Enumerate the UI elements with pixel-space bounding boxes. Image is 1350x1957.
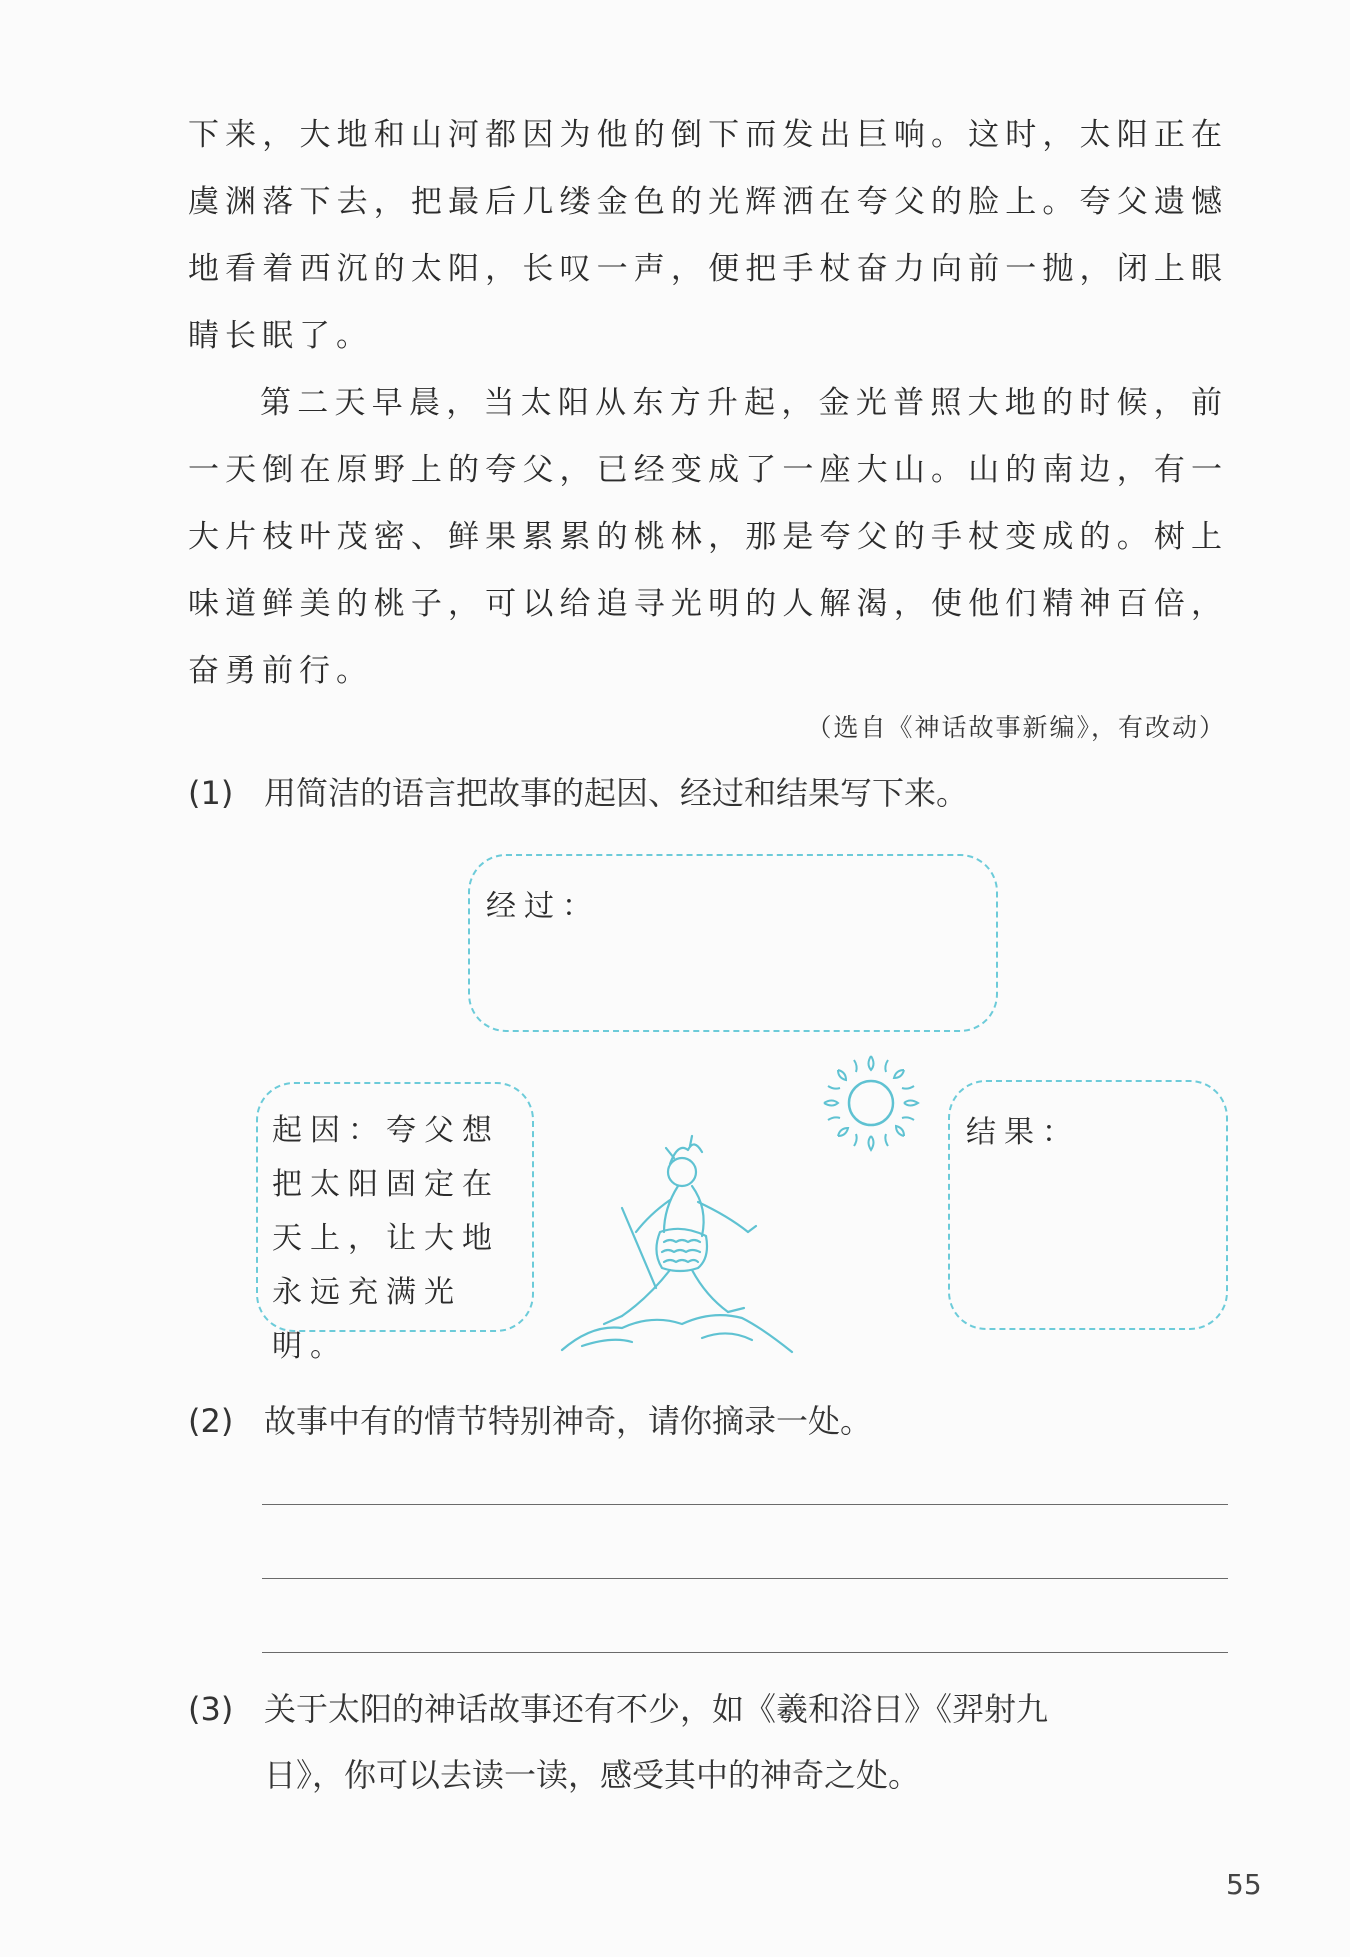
passage-paragraph-2: 第二天早晨，当太阳从东方升起，金光普照大地的时候，前一天倒在原野上的夸父，已经变成了一座大山。山的南边，有一大片枝叶茂密、鲜果累累的桃林，那是夸父的手杖变成的。树上味道鲜美的桃子，可以给追寻光明的人解渴，使他们精神百倍，奋勇前行。 [188,385,1228,689]
process-label: 经过： [486,889,600,924]
passage-paragraph-1: 下来，大地和山河都因为他的倒下而发出巨响。这时，太阳正在虞渊落下去，把最后几缕金色的光辉洒在夸父的脸上。夸父遗憾地看着西沉的太阳，长叹一声，便把手杖奋力向前一抛，闭上眼睛长眠了。 [188,117,1228,354]
question-3-text-line-1: 关于太阳的神话故事还有不少，如《羲和浴日》《羿射九 [264,1690,1049,1728]
question-3-text-line-2: 日》，你可以去读一读，感受其中的神奇之处。 [264,1756,921,1794]
question-3-number: (3) [188,1690,234,1728]
result-answer-box[interactable] [948,1080,1228,1330]
question-1-number: (1) [188,774,234,812]
answer-line-1[interactable] [262,1504,1228,1505]
sun-icon [818,1050,924,1156]
question-2-number: (2) [188,1402,234,1440]
question-1 [188,760,1228,826]
reading-passage [188,102,1228,705]
cause-answer-box [256,1082,534,1364]
question-3 [188,1676,1228,1808]
question-2-text: 故事中有的情节特别神奇，请你摘录一处。 [264,1402,873,1440]
question-2 [188,1388,1228,1454]
passage-source: （选自《神话故事新编》，有改动） [806,713,1226,742]
answer-line-2[interactable] [262,1578,1228,1579]
process-answer-box[interactable] [468,854,998,1032]
kuafu-illustration [552,1128,802,1354]
page-number: 55 [1226,1868,1262,1901]
question-1-text: 用简洁的语言把故事的起因、经过和结果写下来。 [264,774,969,812]
result-label: 结果： [966,1115,1080,1150]
cause-text: 起因：夸父想把太阳固定在天上，让大地永远充满光明。 [272,1113,500,1364]
answer-line-3[interactable] [262,1652,1228,1653]
